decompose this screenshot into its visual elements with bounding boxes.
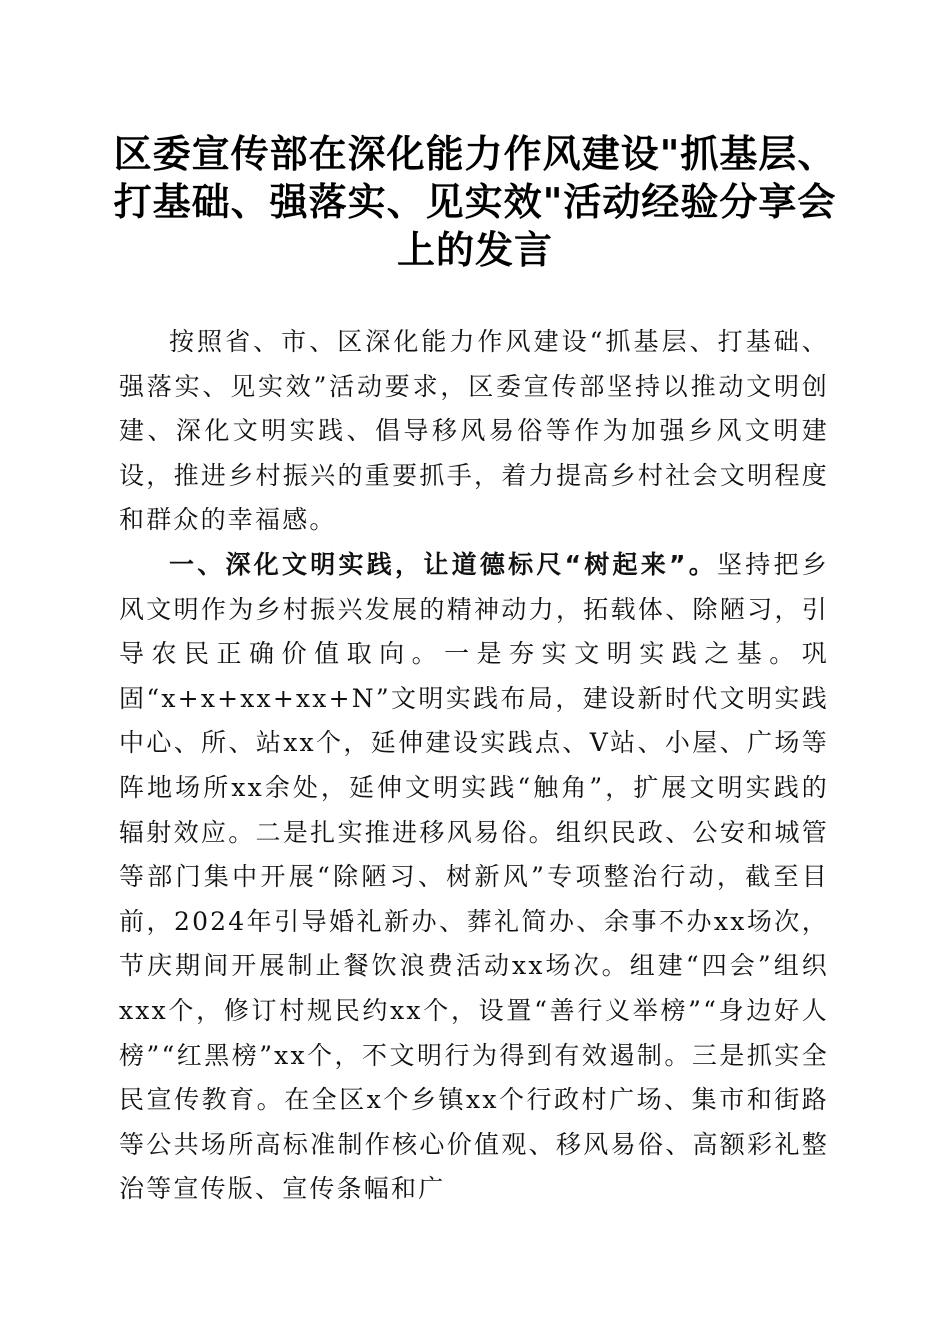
document-title: 区委宣传部在深化能力作风建设"抓基层、打基础、强落实、见实效"活动经验分享会上的发言 — [113, 131, 837, 272]
document-body — [119, 320, 829, 1212]
section-one-paragraph — [119, 543, 829, 1212]
intro-paragraph — [119, 320, 829, 543]
section-one-heading: 一、深化文明实践，让道德标尺“树起来”。 — [169, 549, 718, 579]
intro-paragraph-text: 按照省、市、区深化能力作风建设“抓基层、打基础、强落实、见实效”活动要求，区委宣传部坚持以推动文明创建、深化文明实践、倡导移风易俗等作为加强乡风文明建设，推进乡村振兴的重要抓手，着力提高乡村社会文明程度和群众的幸福感。 — [119, 327, 829, 535]
section-one-text: 坚持把乡风文明作为乡村振兴发展的精神动力，拓载体、除陋习，引导农民正确价值取向。一是夯实文明实践之基。巩固“x+x+xx+xx+N”文明实践布局，建设新时代文明实践中心、所、站xx个，延伸建设实践点、V站、小屋、广场等阵地场所xx余处，延伸文明实践“触角”，扩展文明实践的辐射效应。二是扎实推进移风易俗。组织民政、公安和城管等部门集中开展“除陋习、树新风”专项整治行动，截至目前，2024年引导婚礼新办、葬礼简办、余事不办xx场次，节庆期间开展制止餐饮浪费活动xx场次。组建“四会”组织xxx个，修订村规民约xx个，设置“善行义举榜”“身边好人榜”“红黑榜”xx个，不文明行为得到有效遏制。三是抓实全民宣传教育。在全区x个乡镇xx个行政村广场、集市和街路等公共场所高标准制作核心价值观、移风易俗、高额彩礼整治等宣传版、宣传条幅和广 — [119, 549, 829, 1204]
